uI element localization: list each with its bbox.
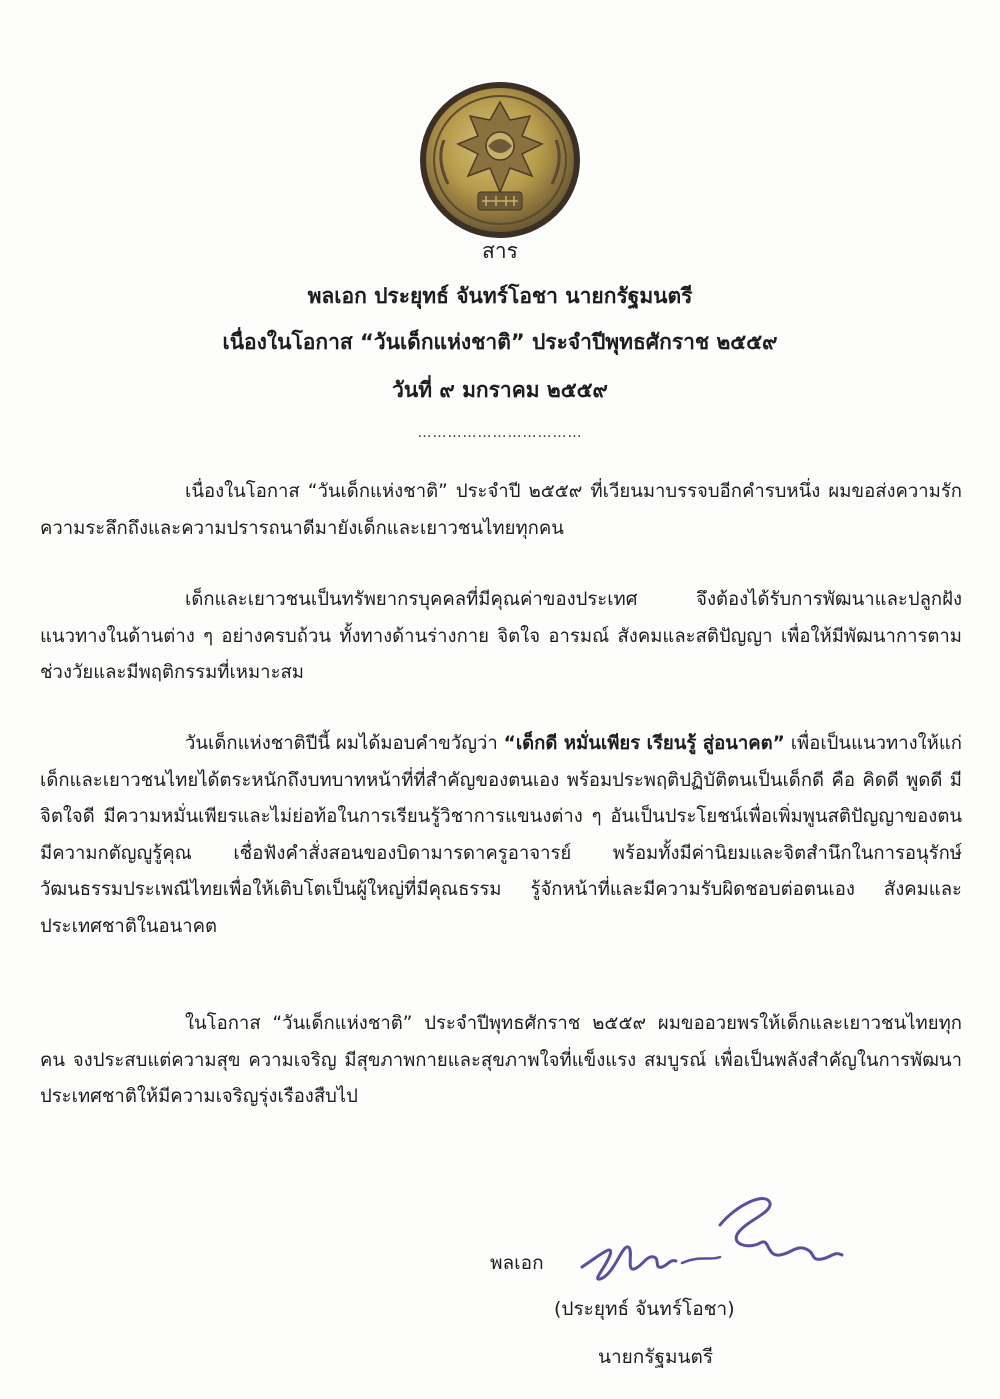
paragraph-3 xyxy=(40,726,962,945)
message-label: สาร xyxy=(482,239,518,263)
occasion-line: เนื่องในโอกาส “วันเด็กแห่งชาติ” ประจำปีพุทธศักราช ๒๕๕๙ xyxy=(222,330,778,354)
paragraph-3-body: เพื่อเป็นแนวทางให้แก่เด็กและเยาวชนไทยได้ตระหนักถึงบทบาทหน้าที่ที่สำคัญของตนเอง พร้อมประพฤติปฏิบัติตนเป็นเด็กดี คือ คิดดี พูดดี มีจิตใจดี มีความหมั่นเพียรและไม่ย่อท้อในการเรียนรู้วิชาการแขนงต่าง ๆ อันเป็นประโยชน์เพื่อเพิ่มพูนสติปัญญาของตน มีความกตัญญูรู้คุณ เชื่อฟังคำสั่งสอนของบิดามารดาครูอาจารย์ พร้อมทั้งมีค่านิยมและจิตสำนึกในการอนุรักษ์วัฒนธรรมประเพณีไทยเพื่อให้เติบโตเป็นผู้ใหญ่ที่มีคุณธรรม รู้จักหน้าที่และมีความรับผิดชอบต่อตนเอง สังคมและประเทศชาติในอนาคต xyxy=(40,733,962,937)
author-line: พลเอก ประยุทธ์ จันทร์โอชา นายกรัฐมนตรี xyxy=(307,284,693,308)
signature-rank: พลเอก xyxy=(490,1252,544,1274)
paragraph-4: ในโอกาส “วันเด็กแห่งชาติ” ประจำปีพุทธศักราช ๒๕๕๙ ผมขออวยพรให้เด็กและเยาวชนไทยทุกคน จงประสบแต่ความสุข ความเจริญ มีสุขภาพกายและสุขภาพใจที่แข็งแรง สมบูรณ์ เพื่อเป็นพลังสำคัญในการพัฒนาประเทศชาติให้มีความเจริญรุ่งเรืองสืบไป xyxy=(40,1013,962,1107)
signature-block xyxy=(470,1180,890,1390)
handwritten-signature-icon xyxy=(570,1185,860,1295)
children-day-motto: “เด็กดี หมั่นเพียร เรียนรู้ สู่อนาคต” xyxy=(503,733,785,754)
divider: …………………………… xyxy=(417,425,583,441)
paragraph-3-intro: วันเด็กแห่งชาติปีนี้ ผมได้มอบคำขวัญว่า xyxy=(185,733,504,754)
garuda-emblem-seal-icon xyxy=(418,80,582,240)
paragraph-1: เนื่องในโอกาส “วันเด็กแห่งชาติ” ประจำปี ๒๕๕๙ ที่เวียนมาบรรจบอีกคำรบหนึ่ง ผมขอส่งความรัก ความระลึกถึงและความปรารถนาดีมายังเด็กและเยาวชนไทยทุกคน xyxy=(40,481,962,539)
date-line: วันที่ ๙ มกราคม ๒๕๕๙ xyxy=(392,378,608,402)
signatory-name: (ประยุทธ์ จันทร์โอชา) xyxy=(554,1298,735,1320)
signatory-title: นายกรัฐมนตรี xyxy=(598,1346,714,1368)
paragraph-2: เด็กและเยาวชนเป็นทรัพยากรบุคคลที่มีคุณค่าของประเทศ จึงต้องได้รับการพัฒนาและปลูกฝังแนวทางในด้านต่าง ๆ อย่างครบถ้วน ทั้งทางด้านร่างกาย จิตใจ อารมณ์ สังคมและสติปัญญา เพื่อให้มีพัฒนาการตามช่วงวัยและมีพฤติกรรมที่เหมาะสม xyxy=(40,589,962,683)
